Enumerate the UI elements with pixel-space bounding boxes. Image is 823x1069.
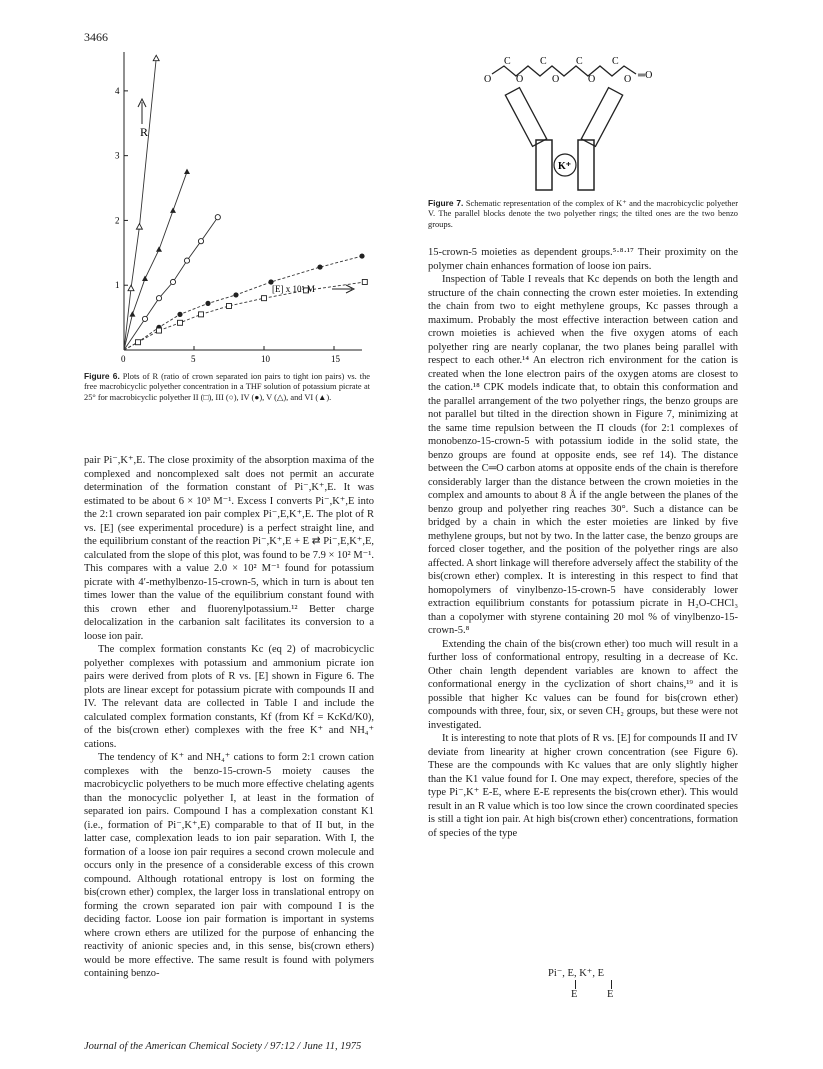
- figure-6-caption: [84, 371, 370, 403]
- chain-atom-0: O: [484, 74, 492, 85]
- figure-6-caption-text: Plots of R (ratio of crown separated ion pairs to tight ion pairs) vs. the free macrobicyclic polyether concentration in a THF solution of potassium picrate at 25° for macrobicyclic polyether II (□), III (○), IV (●), V (△), and VI (▲).: [84, 372, 370, 402]
- paragraph: The tendency of K⁺ and NH₄⁺ cations to form 2:1 crown cation complexes with the benzo-15-crown-5 moiety causes the macrobicyclic polyethers to be much more effective chelating agents than the monocyclic polyether I, at least in the formation of separated ion pairs. Compound I has a complexation constant K1 (i.e., formation of Pi⁻,K⁺,E) comparable to that of II but, in the latter case, complexation leads to ion pair separation. With I, the formation of a loose ion pair requires a second crown molecule and occurs only in the presence of a considerable excess of this crown compound. Although rotational entropy is lost on forming the bis(crown ether) complex, the larger loss in translational entropy on forming the crown separated ion pair with compound I is the deciding factor. Loose ion pair formation is important in systems where crown ethers are utilized for the purpose of enhancing the reactivity of anionic species and, in this sense, bis(crown ethers) would be more effective. The same result is found with polymers containing benzo-: [84, 752, 374, 979]
- data-point-open-square: [362, 279, 367, 284]
- x-tick-label: 0: [121, 354, 126, 364]
- left-column: [84, 454, 374, 981]
- data-point-filled-circle: [359, 253, 364, 258]
- chain-atom-1: C: [504, 56, 511, 67]
- data-point-open-square: [262, 296, 267, 301]
- y-axis-label: R: [140, 125, 149, 139]
- x-tick-label: 5: [191, 354, 196, 364]
- figure-7-caption-label: Figure 7.: [428, 198, 464, 208]
- structure-bond-left: [575, 980, 576, 989]
- benzo-groups: [505, 88, 622, 147]
- data-point-filled-triangle: [170, 208, 176, 213]
- figure-7-svg: [472, 44, 712, 196]
- chain-atom-5: C: [576, 56, 583, 67]
- structure-bottom-right: E: [607, 989, 614, 1000]
- data-point-filled-circle: [317, 264, 322, 269]
- y-tick-label: 3: [115, 150, 120, 161]
- data-point-open-circle: [156, 296, 161, 301]
- structure-bond-right: [611, 980, 612, 989]
- x-axis-label: [E] x 10⁵ M: [272, 284, 315, 294]
- structure-top-line: Pi⁻, E, K⁺, E: [548, 968, 605, 979]
- benzo-group-right: [581, 88, 622, 147]
- chart-ticks: [115, 86, 341, 364]
- data-point-open-square: [136, 340, 141, 345]
- chart-series: [124, 55, 367, 350]
- y-tick-label: 4: [115, 85, 120, 96]
- data-point-open-square: [157, 328, 162, 333]
- x-tick-label: 10: [261, 354, 270, 364]
- figure-6-svg: [112, 48, 374, 366]
- figure-6-caption-label: Figure 6.: [84, 371, 120, 381]
- data-point-open-square: [178, 320, 183, 325]
- paragraph: Inspection of Table I reveals that Kc depends on both the length and structure of the chain connecting the crown ester moieties. In extending the chain from two to eight methylene groups, Kc passes through a maximum. Probably the most effective interaction between cation and crown moieties is achieved when the five oxygen atoms of each polyether ring are nearly coplanar, the two planes being parallel with respect to each other.¹⁴ An electron rich environment for the cation is created when the lone electron pairs of the oxygen atoms are closest to the cation.¹⁸ CPK models indicate that, to obtain this conformation and the parallel arrangement of the two polyether rings, the benzo groups are not parallel but tilted in the direction shown in Figure 7, minimizing at the same time repulsion between the Π clouds (for 2:1 complexes of monobenzo-15-crown-5 with potassium iodide in the solid state, the benzo groups are found at opposite ends, see ref 14). The distance between the C═O carbon atoms at opposite ends of the chain is therefore considerably larger than the distance between the crown moieties in the complex and amounts to about 8 Å if the angle between the planes of the benzo group and polyether ring reaches 30°. Such a distance can be bridged by a chain in which the ester moieties are linked by five methylene groups, but not by two. In the latter case, the benzo groups are forced closer together, and the position of the polyether rings are also affected. A short linkage will therefore adversely affect the stability of the bis(crown ether) complex. It is interesting in this respect to find that homopolymers of vinylbenzo-15-crown-5 have considerably lower extraction equilibrium constants for potassium picrate in H₂O-CHCl₃ than a copolymer with styrene containing 20 mol % of vinylbenzo-15-crown-5.⁸: [428, 274, 738, 636]
- chain-atom-8: O: [624, 74, 632, 85]
- data-point-filled-triangle: [156, 246, 162, 251]
- y-tick-label: 2: [115, 215, 120, 226]
- chain-atom-2: O: [516, 74, 524, 85]
- data-point-open-circle: [142, 316, 147, 321]
- data-point-filled-circle: [233, 292, 238, 297]
- data-point-filled-circle: [205, 301, 210, 306]
- terminal-carbonyl-oxygen: ═O: [638, 70, 653, 81]
- data-point-filled-triangle: [142, 276, 148, 281]
- potassium-label: K⁺: [558, 161, 572, 172]
- figure-7-caption-text: Schematic representation of the complex of K⁺ and the macrobicyclic polyether V. The parallel blocks denote the two polyether rings; the tilted ones are the two benzo groups.: [428, 199, 738, 229]
- series-line-open-square: [124, 282, 365, 350]
- paragraph: Extending the chain of the bis(crown ether) too much will result in a further loss of conformational entropy, resulting in a decrease of Kc. Other chain length dependent variables are known to affect the conformational energy in the cyclization of short chains,¹⁹ and it is possible that higher Kc values can be found for bis(crown ether) compounds with three, four, six, or seven CH₂ groups, but these were not investigated.: [428, 638, 738, 731]
- paragraph: The complex formation constants Kc (eq 2) of macrobicyclic polyether complexes with potassium and ammonium picrate ion pairs were derived from plots of R vs. [E] shown in Figure 6. The plots are linear except for potassium picrate with compounds II and IV. The relevant data are collected in Table I and include the calculated complex formation constants, Kf (from Kf = KcKd/K0), of the bis(crown ether) complexes with the free K⁺ and NH₄⁺ cations.: [84, 644, 374, 750]
- series-line-filled-circle: [124, 256, 362, 350]
- figure-7-diagram: [472, 44, 712, 196]
- chain-atom-3: C: [540, 56, 547, 67]
- chain-bonds: [492, 66, 636, 76]
- y-tick-label: 1: [115, 280, 120, 291]
- data-point-filled-triangle: [184, 169, 190, 174]
- data-point-open-circle: [184, 258, 189, 263]
- paragraph: 15-crown-5 moieties as dependent groups.⁵·⁸·¹⁷ Their proximity on the polymer chain enhances formation of loose ion pairs.: [428, 247, 738, 272]
- page-number: 3466: [84, 30, 108, 44]
- data-point-open-circle: [215, 215, 220, 220]
- data-point-open-square: [199, 312, 204, 317]
- paragraph: pair Pi⁻,K⁺,E. The close proximity of the absorption maxima of the complexed and noncomplexed salt does not permit an accurate determination of the formation constant of Pi⁻,K⁺,E. It was estimated to be about 6 × 10³ M⁻¹. Excess I converts Pi⁻,K⁺,E into the 2:1 crown separated ion pair complex Pi⁻,E,K⁺,E. The plot of R vs. [E] (see experimental procedure) is a perfect straight line, and the equilibrium constant of the reaction Pi⁻,K⁺,E + E ⇄ Pi⁻,E,K⁺,E, calculated from the slope of this plot, was found to be 7.9 × 10² M⁻¹. This compares with a value 2.0 × 10² M⁻¹ found for potassium picrate with 4′-methylbenzo-15-crown-5, which in turn is about ten times lower than the value of the equilibrium constant found with this crown ether and fluorenylpotassium.¹² Better charge delocalization in the carbanion salt facilitates its conversion to a loose ion pair.: [84, 455, 374, 642]
- data-point-open-triangle: [128, 285, 134, 290]
- chain-atom-4: O: [552, 74, 560, 85]
- x-axis-label-group: [272, 284, 354, 294]
- polyether-ring-right: [578, 140, 594, 190]
- right-column: [428, 246, 738, 840]
- x-tick-label: 15: [331, 354, 340, 364]
- chain-atom-7: C: [612, 56, 619, 67]
- chain-atom-6: O: [588, 74, 596, 85]
- chemical-species-structure: [548, 967, 648, 1037]
- data-point-open-circle: [170, 279, 175, 284]
- y-axis-label-group: [138, 99, 148, 139]
- data-point-filled-circle: [177, 312, 182, 317]
- chart-axes: [124, 52, 362, 350]
- figure-7-caption: [428, 198, 738, 230]
- figure-6-chart: [112, 48, 374, 366]
- data-point-open-circle: [198, 239, 203, 244]
- benzo-group-left: [505, 88, 546, 147]
- polyether-ring-left: [536, 140, 552, 190]
- data-point-open-triangle: [153, 55, 159, 60]
- structure-bottom-left: E: [571, 989, 578, 1000]
- data-point-open-square: [227, 303, 232, 308]
- journal-footer: Journal of the American Chemical Society / 97:12 / June 11, 1975: [84, 1041, 362, 1052]
- paragraph: It is interesting to note that plots of R vs. [E] for compounds II and IV deviate from linearity at higher crown concentration (see Figure 6). These are the compounds with Kc values that are only slightly higher than the K1 value found for I. One may expect, therefore, species of the type Pi⁻,K⁺ E-E, where E-E represents the bis(crown ether). This would result in an R value which is too low since the crown coordinated species is still a tight ion pair. At high bis(crown ether) concentrations, formation of species of the type: [428, 733, 738, 839]
- data-point-filled-triangle: [129, 311, 135, 316]
- data-point-open-triangle: [136, 224, 142, 229]
